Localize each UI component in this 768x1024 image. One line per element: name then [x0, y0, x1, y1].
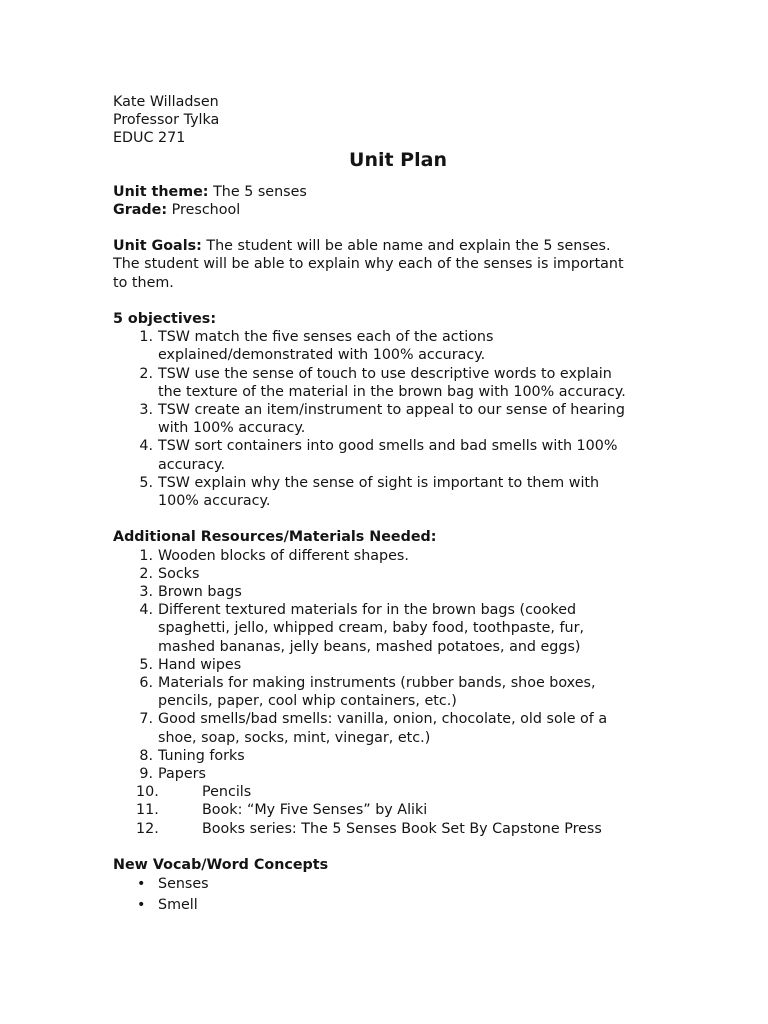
material-item [113, 601, 673, 656]
list-number: 1. [139, 329, 153, 346]
list-item-text: shoe, soap, socks, mint, vinegar, etc.) [158, 729, 431, 746]
document-page [113, 93, 673, 915]
vocab-heading: New Vocab/Word Concepts [113, 857, 329, 874]
material-item [113, 710, 673, 746]
material-item [113, 583, 673, 601]
list-number: 3. [139, 584, 153, 601]
grade-label: Grade: [113, 201, 168, 218]
list-item-text: the texture of the material in the brown bag with 100% accuracy. [158, 383, 626, 400]
list-item-text: explained/demonstrated with 100% accuracy. [158, 347, 486, 364]
list-number: 9. [139, 766, 153, 783]
list-item-text: mashed bananas, jelly beans, mashed potatoes, and eggs) [158, 638, 581, 655]
vocab-item [113, 895, 673, 916]
list-number: 8. [139, 747, 153, 764]
list-number: 12. [136, 820, 159, 837]
author-name: Kate Willadsen [113, 94, 219, 110]
list-item-text: TSW create an item/instrument to appeal to our sense of hearing [158, 402, 625, 419]
list-item-text: TSW explain why the sense of sight is important to them with [158, 474, 600, 491]
unit-theme [113, 183, 673, 201]
list-number: 4. [139, 438, 153, 455]
objective-item [113, 365, 673, 401]
objectives-list [113, 328, 673, 510]
material-item [113, 801, 673, 819]
list-item-text: Papers [158, 766, 206, 783]
list-number: 5. [139, 474, 153, 491]
objective-item [113, 401, 673, 437]
objective-item [113, 474, 673, 510]
professor-name: Professor Tylka [113, 112, 220, 129]
list-item-text: Different textured materials for in the brown bags (cooked [158, 602, 577, 619]
objective-item [113, 328, 673, 364]
list-item-text: Good smells/bad smells: vanilla, onion, chocolate, old sole of a [158, 711, 608, 728]
spacer [113, 219, 673, 237]
list-item-text: Brown bags [158, 584, 242, 601]
spacer [113, 510, 673, 528]
material-item [113, 783, 673, 801]
grade [113, 201, 673, 219]
vocab-item [113, 874, 673, 895]
bullet-icon: • [137, 876, 146, 893]
list-item-text: Books series: The 5 Senses Book Set By Capstone Press [202, 820, 602, 837]
vocab-list [113, 874, 673, 915]
material-item [113, 547, 673, 565]
unit-theme-value: The 5 senses [208, 183, 307, 200]
list-number: 11. [136, 802, 159, 819]
unit-theme-label: Unit theme: [113, 183, 209, 200]
document-title: Unit Plan [349, 148, 447, 171]
list-item-text: Smell [158, 896, 198, 913]
spacer [113, 838, 673, 856]
list-number: 10. [136, 784, 159, 801]
list-item-text: Tuning forks [158, 747, 245, 764]
list-item-text: 100% accuracy. [158, 493, 271, 510]
list-item-text: Senses [158, 876, 209, 893]
materials-heading: Additional Resources/Materials Needed: [113, 529, 437, 546]
list-item-text: accuracy. [158, 456, 226, 473]
list-number: 1. [139, 547, 153, 564]
materials-list [113, 547, 673, 838]
list-item-text: Wooden blocks of different shapes. [158, 547, 409, 564]
course-code: EDUC 271 [113, 130, 186, 147]
grade-value: Preschool [167, 201, 241, 218]
list-item-text: Book: “My Five Senses” by Aliki [202, 802, 428, 819]
material-item [113, 674, 673, 710]
unit-goals-line-2: The student will be able to explain why each of the senses is important [113, 256, 624, 273]
list-item-text: pencils, paper, cool whip containers, etc.) [158, 693, 457, 710]
list-number: 5. [139, 656, 153, 673]
list-item-text: Socks [158, 565, 200, 582]
list-number: 7. [139, 711, 153, 728]
unit-goals-label: Unit Goals: [113, 238, 202, 255]
list-item-text: TSW match the five senses each of the actions [158, 329, 494, 346]
list-item-text: Hand wipes [158, 656, 242, 673]
list-item-text: TSW use the sense of touch to use descriptive words to explain [158, 365, 612, 382]
material-item [113, 656, 673, 674]
bullet-icon: • [137, 896, 146, 913]
list-number: 2. [139, 365, 153, 382]
unit-goals-line-1: The student will be able name and explain the 5 senses. [201, 238, 611, 255]
objectives-heading: 5 objectives: [113, 311, 217, 327]
list-item-text: TSW sort containers into good smells and bad smells with 100% [158, 438, 618, 455]
list-item-text: with 100% accuracy. [158, 420, 306, 437]
list-item-text: Materials for making instruments (rubber bands, shoe boxes, [158, 675, 596, 692]
material-item [113, 765, 673, 783]
list-number: 3. [139, 402, 153, 419]
list-item-text: spaghetti, jello, whipped cream, baby food, toothpaste, fur, [158, 620, 584, 637]
spacer [113, 292, 673, 310]
list-number: 4. [139, 602, 153, 619]
unit-goals-line-3: to them. [113, 274, 174, 291]
list-number: 2. [139, 565, 153, 582]
list-item-text: Pencils [202, 784, 252, 801]
objective-item [113, 437, 673, 473]
unit-goals [113, 237, 673, 255]
material-item [113, 565, 673, 583]
material-item [113, 820, 673, 838]
material-item [113, 747, 673, 765]
list-number: 6. [139, 675, 153, 692]
